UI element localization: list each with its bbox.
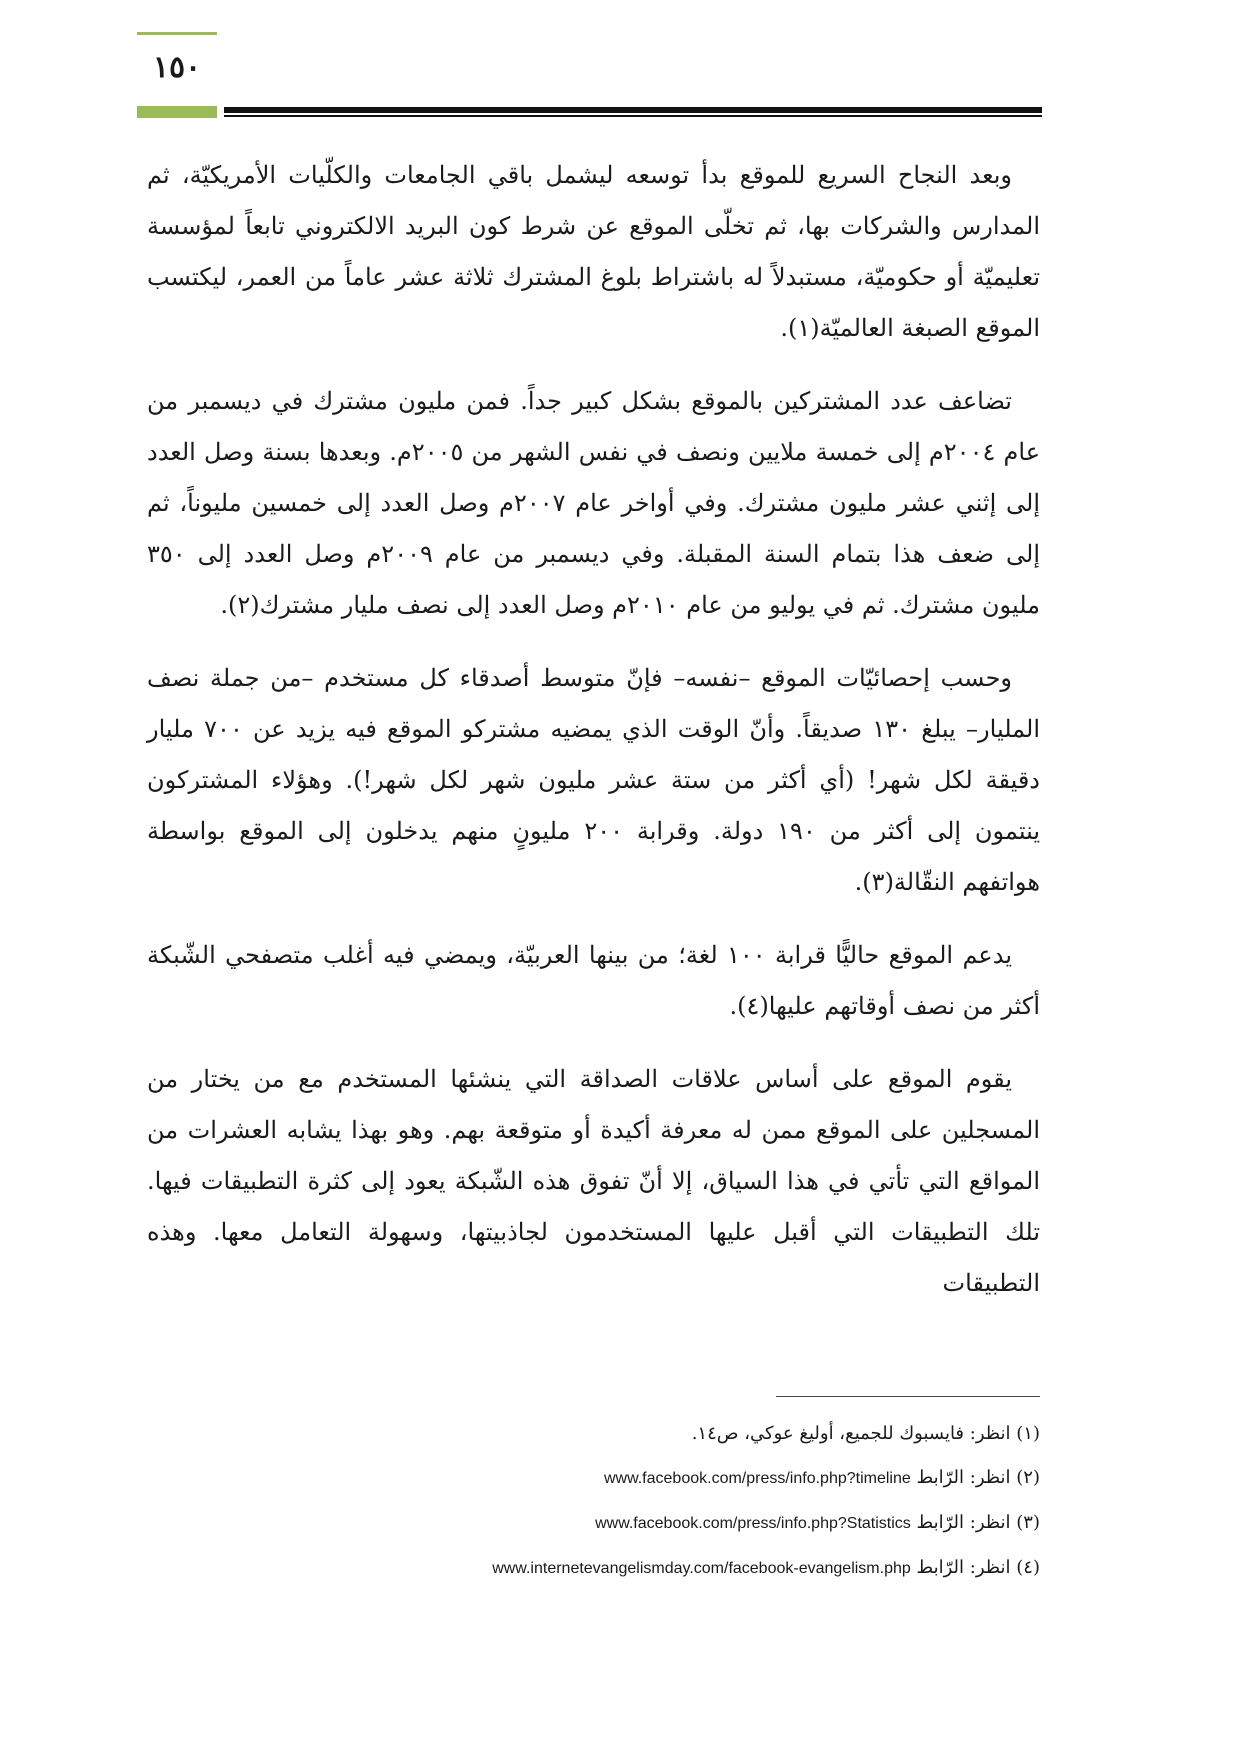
paragraph: يقوم الموقع على أساس علاقات الصداقة التي ينشئها المستخدم مع من يختار من المسجلين على الموقع ممن له معرفة أكيدة أو متوقعة بهم. وهو بهذا يشابه العشرات من المواقع التي تأتي في هذا السياق، إلا أنّ تفوق هذه الشّبكة يعود إلى كثرة التطبيقات فيها. تلك التطبيقات التي أقبل عليها المستخدمون لجاذبيتها، وسهولة التعامل معها. وهذه التطبيقات bbox=[147, 1065, 1040, 1297]
footnote-item bbox=[380, 1412, 1040, 1456]
footnote-link[interactable]: www.internetevangelismday.com/facebook-evangelism.php bbox=[492, 1560, 911, 1577]
footnote-link[interactable]: www.facebook.com/press/info.php?Statistics bbox=[595, 1515, 911, 1532]
footnote-link[interactable]: www.facebook.com/press/info.php?timeline bbox=[603, 1470, 911, 1487]
footnotes bbox=[380, 1412, 1040, 1591]
footnote-text: انظر: الرّابط bbox=[916, 1557, 1011, 1578]
footnote-separator bbox=[776, 1396, 1040, 1397]
paragraph: وحسب إحصائيّات الموقع –نفسه– فإنّ متوسط أصدقاء كل مستخدم –من جملة نصف المليار– يبلغ ١٣٠ صديقاً. وأنّ الوقت الذي يمضيه مشتركو الموقع فيه يزيد عن ٧٠٠ مليار دقيقة لكل شهر! (أي أكثر من ستة عشر مليون شهر لكل شهر!). وهؤلاء المشتركون ينتمون إلى أكثر من ١٩٠ دولة. وقرابة ٢٠٠ مليونٍ منهم يدخلون إلى الموقع بواسطة هواتفهم النقّالة(٣). bbox=[147, 664, 1040, 896]
footnote-marker: (٢) bbox=[1016, 1467, 1040, 1488]
main-text bbox=[147, 150, 1040, 1331]
header-rule bbox=[224, 107, 1042, 113]
footnote-marker: (٣) bbox=[1016, 1512, 1040, 1533]
footnote-text: انظر: فايسبوك للجميع، أوليغ عوكي، ص١٤. bbox=[691, 1423, 1011, 1444]
footnote-item bbox=[380, 1456, 1040, 1501]
paragraph: تضاعف عدد المشتركين بالموقع بشكل كبير جداً. فمن مليون مشترك في ديسمبر من عام ٢٠٠٤م إلى خمسة ملايين ونصف في نفس الشهر من ٢٠٠٥م. وبعدها بسنة وصل العدد إلى إثني عشر مليون مشترك. وفي أواخر عام ٢٠٠٧م وصل العدد إلى خمسين مليوناً، ثم إلى ضعف هذا بتمام السنة المقبلة. وفي ديسمبر من عام ٢٠٠٩م وصل العدد إلى ٣٥٠ مليون مشترك. ثم في يوليو من عام ٢٠١٠م وصل العدد إلى نصف مليار مشترك(٢). bbox=[147, 387, 1041, 619]
footnote-marker: (٤) bbox=[1016, 1557, 1040, 1578]
header-accent-bar bbox=[137, 106, 217, 118]
footnote-item bbox=[380, 1501, 1040, 1546]
footnote-item bbox=[380, 1546, 1040, 1591]
paragraph: يدعم الموقع حاليًّا قرابة ١٠٠ لغة؛ من بينها العربيّة، ويمضي فيه أغلب متصفحي الشّبكة أكثر من نصف أوقاتهم عليها(٤). bbox=[147, 941, 1040, 1020]
paragraph: وبعد النجاح السريع للموقع بدأ توسعه ليشمل باقي الجامعات والكلّيات الأمريكيّة، ثم المدارس والشركات بها، ثم تخلّى الموقع عن شرط كون البريد الالكتروني تابعاً لمؤسسة تعليميّة أو حكوميّة، مستبدلاً له باشتراط بلوغ المشترك ثلاثة عشر عاماً من العمر، ليكتسب الموقع الصبغة العالميّة(١). bbox=[147, 161, 1040, 342]
footnote-text: انظر: الرّابط bbox=[916, 1467, 1011, 1488]
footnote-marker: (١) bbox=[1016, 1423, 1040, 1444]
page-number: ١٥٠ bbox=[152, 50, 202, 85]
footnote-text: انظر: الرّابط bbox=[916, 1512, 1011, 1533]
header-accent-line bbox=[137, 32, 217, 35]
header-rule-thin bbox=[224, 115, 1042, 117]
